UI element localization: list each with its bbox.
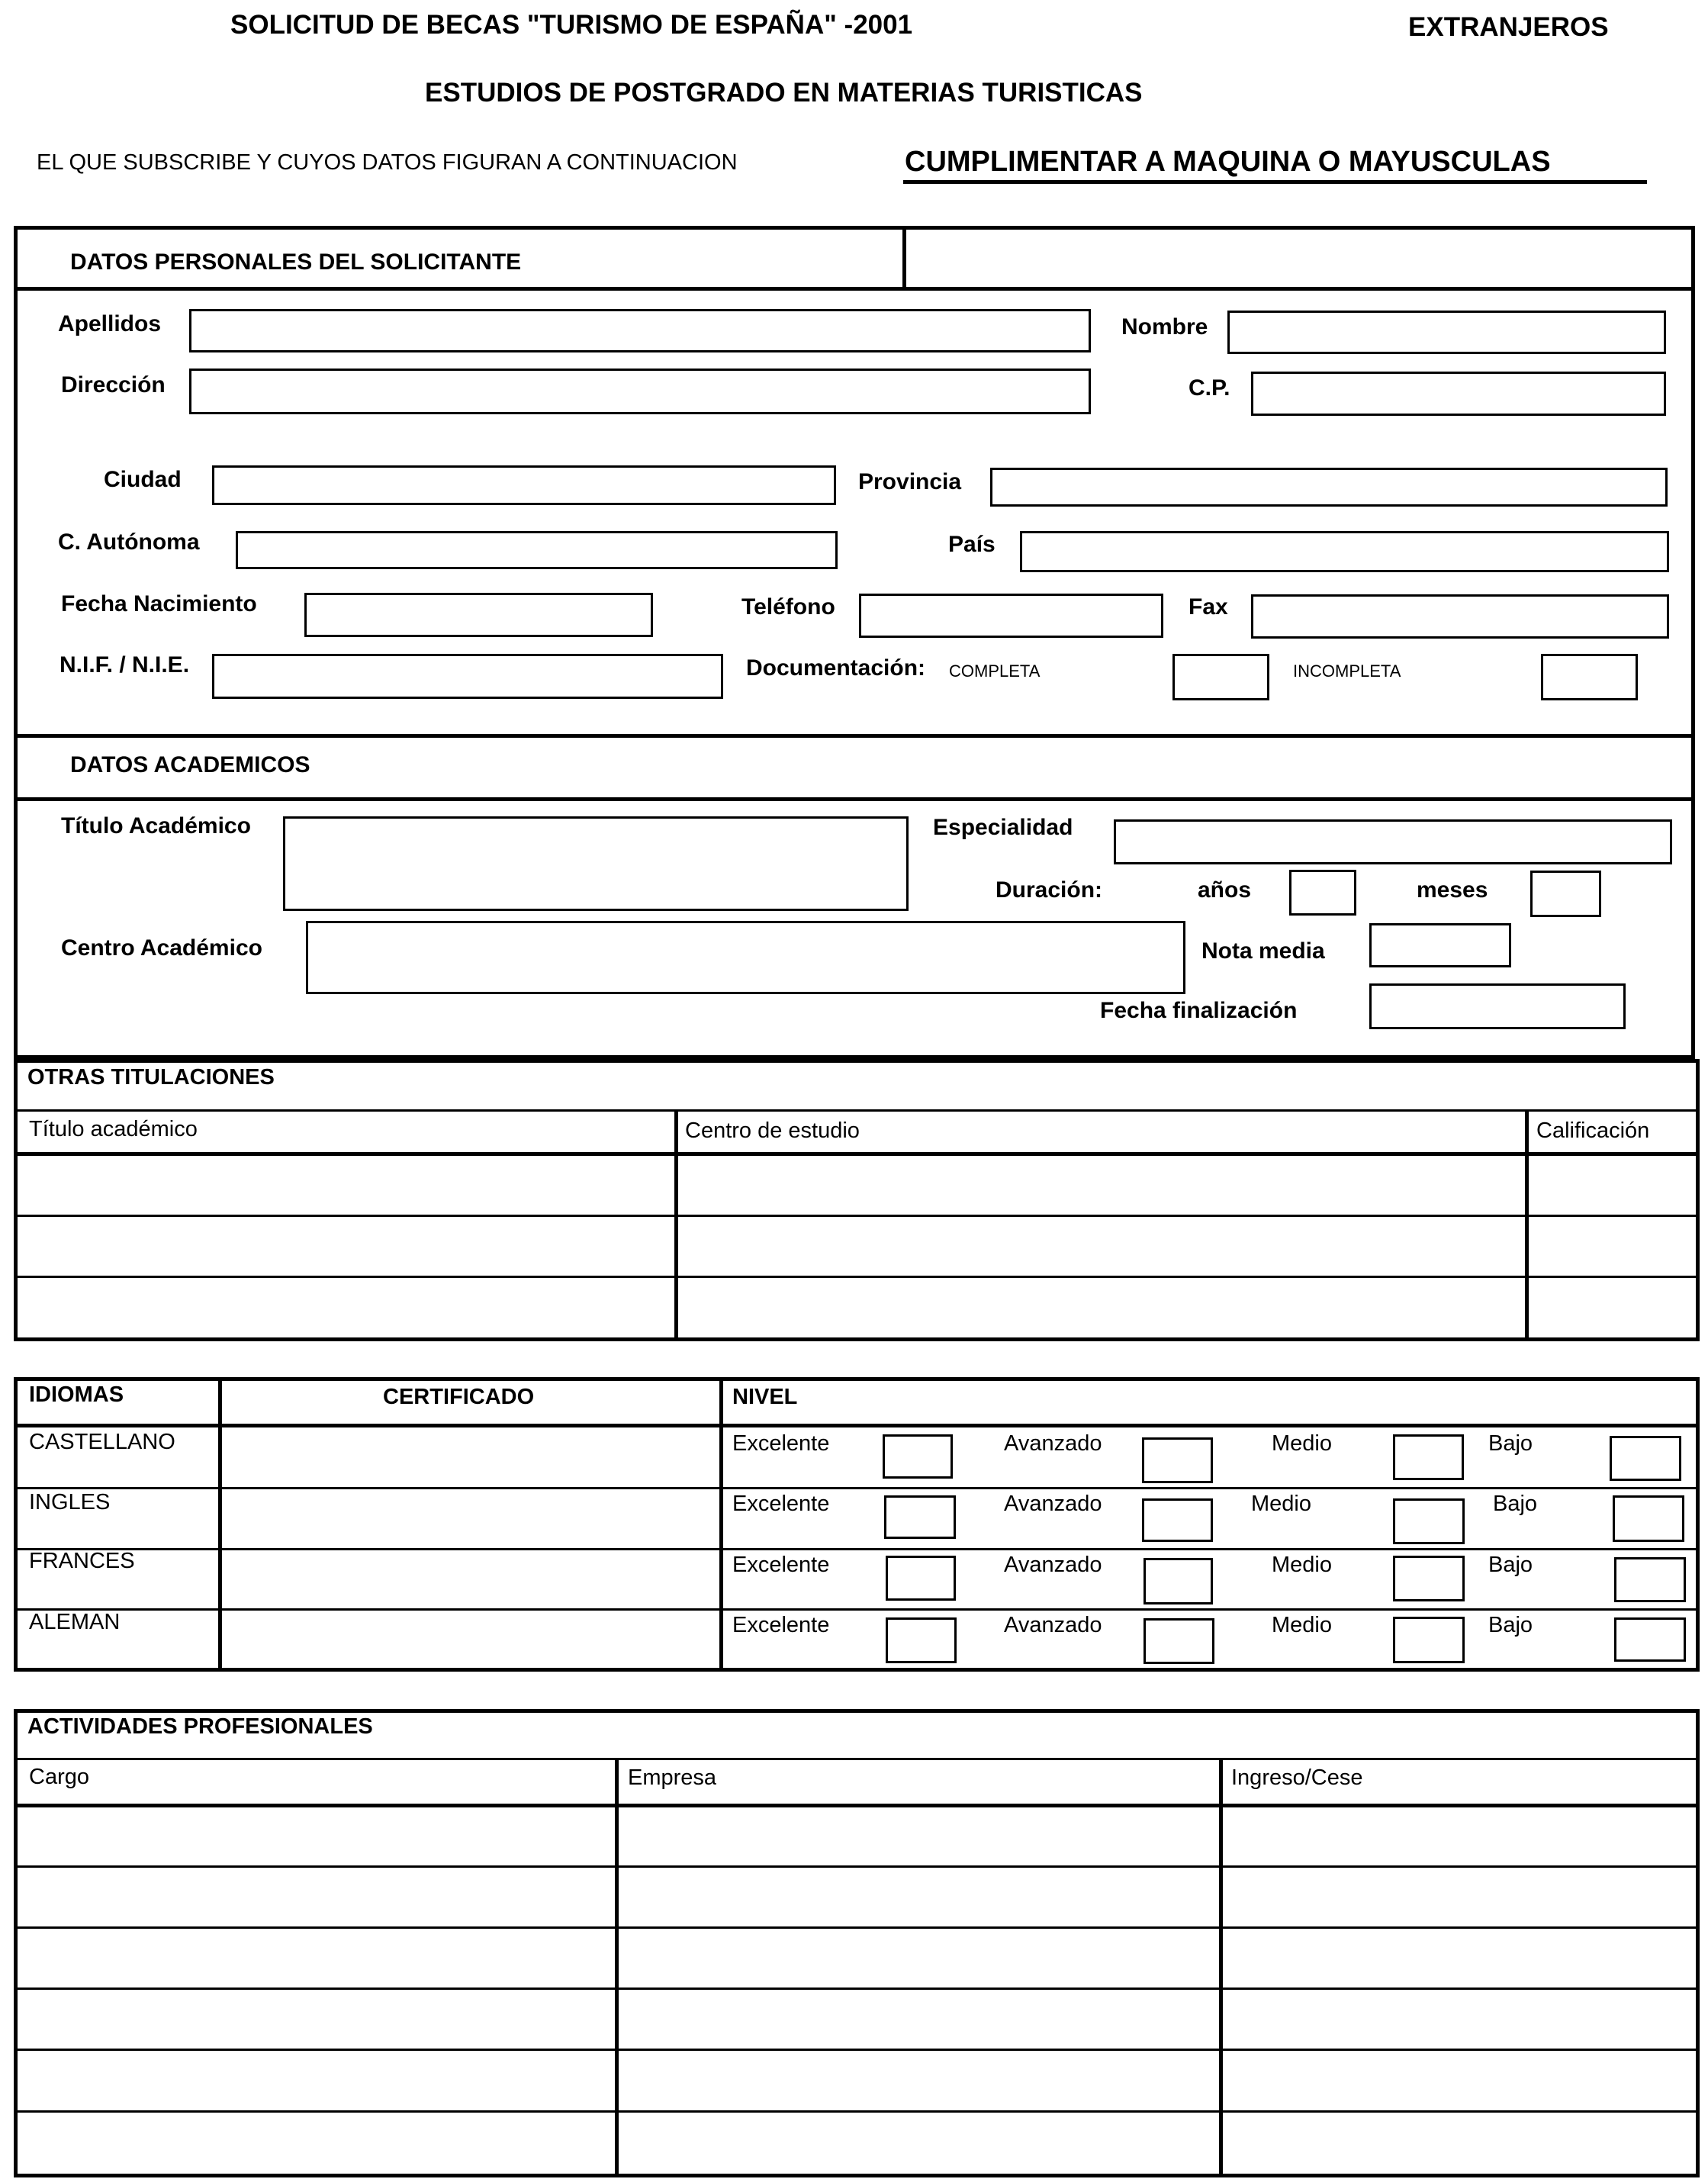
language-label: FRANCES <box>29 1549 135 1573</box>
empresa-cell[interactable] <box>619 1807 1217 1864</box>
intro-text: EL QUE SUBSCRIBE Y CUYOS DATOS FIGURAN A CONTINUACION <box>37 150 738 175</box>
cargo-cell[interactable] <box>17 1868 613 1925</box>
column-header: Cargo <box>29 1765 89 1789</box>
level-label: Excelente <box>732 1553 830 1577</box>
level-label: Bajo <box>1493 1492 1538 1516</box>
certificado-cell[interactable] <box>223 1490 717 1547</box>
cargo-cell[interactable] <box>17 1930 613 1986</box>
divider <box>615 1758 619 2177</box>
nif-label: N.I.F. / N.I.E. <box>60 652 190 678</box>
level-label: Medio <box>1272 1613 1332 1637</box>
personal-section-title: DATOS PERSONALES DEL SOLICITANTE <box>70 249 522 275</box>
ciudad-field[interactable] <box>212 465 836 505</box>
calificacion-cell[interactable] <box>1529 1156 1696 1214</box>
cargo-cell[interactable] <box>17 1807 613 1864</box>
form-title: SOLICITUD DE BECAS "TURISMO DE ESPAÑA" -2001 <box>230 10 913 40</box>
level-checkbox[interactable] <box>1143 1558 1213 1604</box>
fecha-finalizacion-field[interactable] <box>1369 983 1626 1029</box>
level-checkbox[interactable] <box>1610 1436 1681 1481</box>
table-row <box>14 1865 1700 1868</box>
empresa-cell[interactable] <box>619 1868 1217 1925</box>
level-checkbox[interactable] <box>883 1434 953 1479</box>
empresa-cell[interactable] <box>619 2113 1217 2173</box>
column-header: IDIOMAS <box>29 1382 124 1407</box>
level-label: Avanzado <box>1004 1613 1102 1637</box>
ingreso-cese-cell[interactable] <box>1224 2113 1695 2173</box>
incompleta-checkbox[interactable] <box>1541 654 1638 700</box>
duracion-label: Duración: <box>996 877 1103 903</box>
divider <box>1525 1109 1529 1341</box>
apellidos-field[interactable] <box>189 309 1091 352</box>
cargo-cell[interactable] <box>17 2113 613 2173</box>
level-label: Avanzado <box>1004 1492 1102 1516</box>
level-label: Excelente <box>732 1492 830 1516</box>
table-row <box>14 2110 1700 2113</box>
certificado-cell[interactable] <box>223 1551 717 1607</box>
ingreso-cese-cell[interactable] <box>1224 1807 1695 1864</box>
otras-section-title: OTRAS TITULACIONES <box>27 1065 275 1090</box>
centro-academico-label: Centro Académico <box>61 935 262 961</box>
centro-cell[interactable] <box>679 1218 1523 1274</box>
table-row <box>14 1276 1700 1278</box>
direccion-field[interactable] <box>189 369 1091 414</box>
level-label: Avanzado <box>1004 1553 1102 1577</box>
empresa-cell[interactable] <box>619 2052 1217 2109</box>
actividades-section-title: ACTIVIDADES PROFESIONALES <box>27 1714 373 1739</box>
cargo-cell[interactable] <box>17 1991 613 2047</box>
autonoma-field[interactable] <box>236 531 838 569</box>
nota-media-label: Nota media <box>1201 938 1325 964</box>
column-header: Centro de estudio <box>685 1118 860 1143</box>
column-header: Empresa <box>628 1765 717 1790</box>
anos-label: años <box>1198 877 1252 903</box>
centro-cell[interactable] <box>679 1156 1523 1214</box>
ciudad-label: Ciudad <box>104 467 182 492</box>
completa-label: COMPLETA <box>949 661 1041 681</box>
divider <box>719 1377 723 1672</box>
column-header: Calificación <box>1536 1118 1650 1143</box>
nota-media-field[interactable] <box>1369 923 1511 967</box>
level-checkbox[interactable] <box>884 1495 956 1539</box>
empresa-cell[interactable] <box>619 1991 1217 2047</box>
table-row <box>14 1487 1700 1489</box>
level-checkbox[interactable] <box>1142 1498 1213 1542</box>
completa-checkbox[interactable] <box>1172 654 1269 700</box>
ingreso-cese-cell[interactable] <box>1224 1991 1695 2047</box>
nombre-label: Nombre <box>1121 314 1208 340</box>
divider <box>1219 1758 1223 2177</box>
meses-label: meses <box>1417 877 1488 903</box>
level-checkbox[interactable] <box>886 1617 957 1663</box>
level-label: Medio <box>1251 1492 1311 1516</box>
documentacion-label: Documentación: <box>746 655 926 681</box>
certificado-cell[interactable] <box>223 1611 717 1668</box>
level-checkbox[interactable] <box>1393 1556 1465 1601</box>
ingreso-cese-cell[interactable] <box>1224 1868 1695 1925</box>
divider <box>14 1758 1700 1760</box>
level-checkbox[interactable] <box>1393 1617 1465 1663</box>
cp-label: C.P. <box>1189 375 1230 401</box>
centro-academico-field[interactable] <box>306 921 1185 994</box>
provincia-label: Provincia <box>858 469 962 494</box>
nombre-field[interactable] <box>1227 311 1666 354</box>
calificacion-cell[interactable] <box>1529 1279 1696 1338</box>
pais-field[interactable] <box>1020 531 1669 572</box>
level-checkbox[interactable] <box>1142 1437 1213 1483</box>
titulo-academico-field[interactable] <box>283 816 909 911</box>
divider <box>14 1424 1700 1427</box>
column-header: CERTIFICADO <box>383 1385 535 1409</box>
divider <box>14 734 1695 738</box>
cargo-cell[interactable] <box>17 2052 613 2109</box>
divider <box>14 1109 1700 1112</box>
table-row <box>14 1215 1700 1217</box>
level-label: Medio <box>1272 1431 1332 1456</box>
fax-field[interactable] <box>1251 594 1669 639</box>
level-label: Bajo <box>1488 1431 1533 1456</box>
titulo-academico-label: Título Académico <box>61 813 251 838</box>
level-label: Avanzado <box>1004 1431 1102 1456</box>
anos-field[interactable] <box>1289 870 1356 916</box>
table-row <box>14 1608 1700 1611</box>
instruction-underline <box>903 180 1647 184</box>
direccion-label: Dirección <box>61 372 166 397</box>
titulo-cell[interactable] <box>17 1156 673 1214</box>
divider <box>218 1377 222 1672</box>
divider <box>14 287 1695 291</box>
table-row <box>14 1987 1700 1990</box>
level-checkbox[interactable] <box>1614 1617 1686 1662</box>
fecha-nacimiento-field[interactable] <box>304 593 653 637</box>
form-subtitle: ESTUDIOS DE POSTGRADO EN MATERIAS TURISTICAS <box>425 78 1143 108</box>
cp-field[interactable] <box>1251 372 1666 416</box>
meses-field[interactable] <box>1530 871 1601 917</box>
column-header: NIVEL <box>732 1385 798 1409</box>
empresa-cell[interactable] <box>619 1930 1217 1986</box>
level-label: Bajo <box>1488 1553 1533 1577</box>
level-checkbox[interactable] <box>1614 1557 1686 1602</box>
level-label: Excelente <box>732 1613 830 1637</box>
especialidad-label: Especialidad <box>933 815 1073 840</box>
pais-label: País <box>948 532 996 557</box>
level-checkbox[interactable] <box>1613 1495 1684 1542</box>
ingreso-cese-cell[interactable] <box>1224 1930 1695 1986</box>
autonoma-label: C. Autónoma <box>58 529 200 555</box>
level-checkbox[interactable] <box>886 1556 956 1601</box>
certificado-cell[interactable] <box>223 1428 717 1485</box>
divider <box>902 226 906 288</box>
table-row <box>14 1548 1700 1550</box>
fax-label: Fax <box>1189 594 1228 620</box>
column-header: Título académico <box>29 1117 198 1141</box>
titulo-cell[interactable] <box>17 1279 673 1338</box>
level-label: Bajo <box>1488 1613 1533 1637</box>
instruction-text: CUMPLIMENTAR A MAQUINA O MAYUSCULAS <box>905 146 1551 178</box>
fecha-nacimiento-label: Fecha Nacimiento <box>61 591 257 616</box>
incompleta-label: INCOMPLETA <box>1293 661 1401 681</box>
level-checkbox[interactable] <box>1393 1498 1465 1544</box>
category-label: EXTRANJEROS <box>1408 12 1609 42</box>
table-row <box>14 1926 1700 1929</box>
calificacion-cell[interactable] <box>1529 1218 1696 1274</box>
academic-section-title: DATOS ACADEMICOS <box>70 752 310 777</box>
ingreso-cese-cell[interactable] <box>1224 2052 1695 2109</box>
telefono-label: Teléfono <box>741 594 835 620</box>
language-label: ALEMAN <box>29 1610 121 1634</box>
level-checkbox[interactable] <box>1143 1618 1214 1664</box>
language-label: INGLES <box>29 1490 111 1514</box>
language-label: CASTELLANO <box>29 1430 175 1454</box>
fecha-finalizacion-label: Fecha finalización <box>1100 998 1298 1023</box>
level-label: Excelente <box>732 1431 830 1456</box>
apellidos-label: Apellidos <box>58 311 162 336</box>
level-checkbox[interactable] <box>1393 1434 1464 1480</box>
table-row <box>14 2049 1700 2051</box>
titulo-cell[interactable] <box>17 1218 673 1274</box>
divider <box>14 797 1695 801</box>
especialidad-field[interactable] <box>1114 819 1672 864</box>
level-label: Medio <box>1272 1553 1332 1577</box>
column-header: Ingreso/Cese <box>1231 1765 1363 1790</box>
nif-field[interactable] <box>212 654 723 699</box>
telefono-field[interactable] <box>859 594 1163 638</box>
provincia-field[interactable] <box>990 468 1668 507</box>
divider <box>674 1109 678 1341</box>
centro-cell[interactable] <box>679 1279 1523 1338</box>
